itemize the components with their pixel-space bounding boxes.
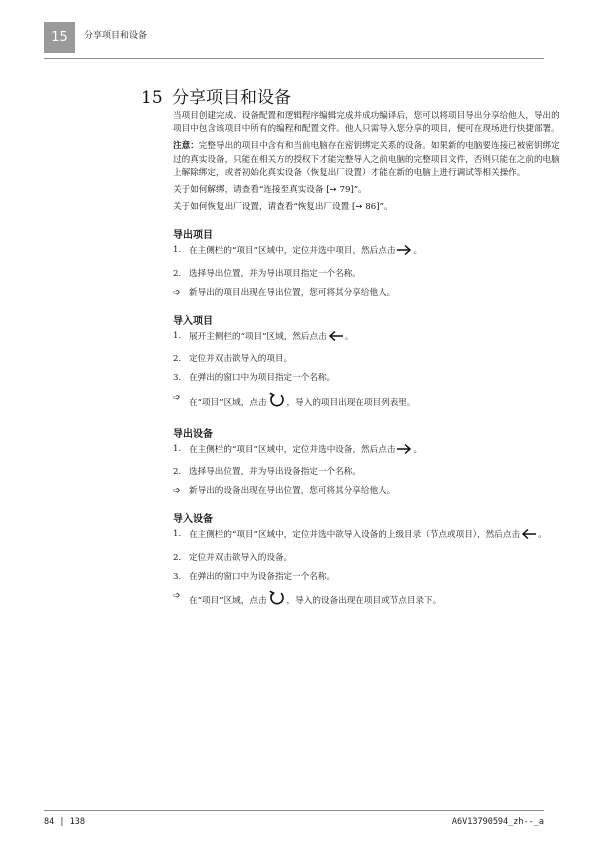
page-number: 84 | 138 <box>44 817 85 827</box>
step-number: 1. <box>173 331 182 342</box>
step-text-end: 。 <box>344 332 354 343</box>
section-heading-export-device: 导出设备 <box>173 428 213 440</box>
result-text: 新导出的设备出现在导出位置，您可将其分享给他人。 <box>189 486 396 497</box>
import-arrow-icon <box>521 528 537 545</box>
export-arrow-icon <box>396 244 412 261</box>
step-text: 选择导出位置，并为导出项目指定一个名称。 <box>189 268 361 279</box>
section-heading-import-device: 导入设备 <box>173 514 213 526</box>
import-project-step-3 <box>173 372 565 385</box>
result-text-end: ，导入的项目出现在项目列表里。 <box>286 397 416 408</box>
import-arrow-icon <box>328 330 344 347</box>
step-number: 2. <box>173 467 182 478</box>
step-number: 3. <box>173 373 182 384</box>
result-arrow-icon: ➩ <box>173 287 181 298</box>
result-text: 在“项目”区域，点击 <box>189 397 267 408</box>
export-project-result <box>173 287 565 300</box>
result-text-end: ，导入的设备出现在项目或节点目录下。 <box>286 596 442 607</box>
section-heading-import-project: 导入项目 <box>173 316 213 328</box>
import-project-result <box>173 392 565 413</box>
step-text: 在主侧栏的“项目”区域中，定位并选中欲导入设备的上级目录（节点或项目），然后点击 <box>189 530 521 541</box>
export-device-step-1 <box>173 443 565 460</box>
step-text-end: 。 <box>538 530 547 541</box>
chapter-number-box: 15 <box>44 22 75 53</box>
step-text: 在主侧栏的“项目”区域中，定位并选中设备，然后点击 <box>189 444 396 455</box>
step-number: 1. <box>173 245 182 256</box>
export-device-step-2 <box>173 466 565 479</box>
footer-divider <box>44 810 544 811</box>
refresh-icon <box>268 590 286 611</box>
result-arrow-icon: ➩ <box>173 591 181 602</box>
chapter-heading-title: 分享项目和设备 <box>172 88 291 108</box>
export-project-step-1 <box>173 244 565 261</box>
step-number: 2. <box>173 354 182 365</box>
document-id: A6V13790594_zh--_a <box>451 817 544 827</box>
step-text: 在弹出的窗口中为项目指定一个名称。 <box>189 373 336 384</box>
step-text-end: 。 <box>413 444 423 455</box>
ref-unbind-link[interactable]: 关于如何解绑，请查看“连接至真实设备 [➙ 79]”。 <box>173 185 367 196</box>
import-project-step-2 <box>173 353 565 366</box>
step-number: 1. <box>173 529 182 540</box>
step-number: 2. <box>173 268 182 279</box>
result-text: 在“项目”区域，点击 <box>189 596 267 607</box>
step-text: 展开主侧栏的“项目”区域，然后点击 <box>189 332 327 343</box>
note-text: 完整导出的项目中含有和当前电脑存在密钥绑定关系的设备。如果新的电脑要连接已被密钥绑定过的真实设备，只能在相关方的授权下才能完整导入之前电脑的完整项目文件，否则只能在之前的电脑上解除绑定，或者初始化真实设备（恢复出厂设置）才能在新的电脑上进行调试等相关操作。 <box>173 141 560 178</box>
ref-factory-reset-link[interactable]: 关于如何恢复出厂设置，请查看“恢复出厂设置 [➙ 86]”。 <box>173 202 393 213</box>
import-device-result <box>173 590 565 611</box>
import-device-step-1 <box>173 528 565 545</box>
step-number: 1. <box>173 443 182 454</box>
page-content <box>173 110 565 617</box>
result-arrow-icon: ➩ <box>173 486 181 497</box>
step-text-end: 。 <box>413 246 423 257</box>
export-arrow-icon <box>396 443 412 460</box>
note-label: 注意： <box>173 141 199 152</box>
export-project-step-2 <box>173 268 565 281</box>
step-text: 定位并双击欲导入的项目。 <box>189 354 293 365</box>
result-arrow-icon: ➩ <box>173 392 181 403</box>
result-text: 新导出的项目出现在导出位置，您可将其分享给他人。 <box>189 287 396 298</box>
intro-paragraph: 当项目创建完成、设备配置和逻辑程序编辑完成并成功编译后，您可以将项目导出分享给他人，导出的项目中包含该项目中所有的编程和配置文件。他人只需导入您分享的项目，便可在现场进行快捷部署。 <box>173 111 560 135</box>
import-project-step-1 <box>173 330 565 347</box>
running-header-title: 分享项目和设备 <box>84 31 148 41</box>
note-paragraph <box>173 140 565 180</box>
import-device-step-3 <box>173 571 565 584</box>
step-number: 3. <box>173 571 182 582</box>
header-divider <box>44 58 544 59</box>
export-device-result <box>173 485 565 498</box>
refresh-icon <box>268 392 286 413</box>
section-heading-export-project: 导出项目 <box>173 230 213 242</box>
chapter-heading-number: 15 <box>141 88 163 108</box>
step-text: 选择导出位置，并为导出设备指定一个名称。 <box>189 467 361 478</box>
step-text: 在主侧栏的“项目”区域中，定位并选中项目，然后点击 <box>189 246 396 257</box>
step-text: 在弹出的窗口中为设备指定一个名称。 <box>189 571 336 582</box>
import-device-step-2 <box>173 552 565 565</box>
step-number: 2. <box>173 552 182 563</box>
chapter-heading <box>141 83 291 108</box>
step-text: 定位并双击欲导入的设备。 <box>189 552 293 563</box>
